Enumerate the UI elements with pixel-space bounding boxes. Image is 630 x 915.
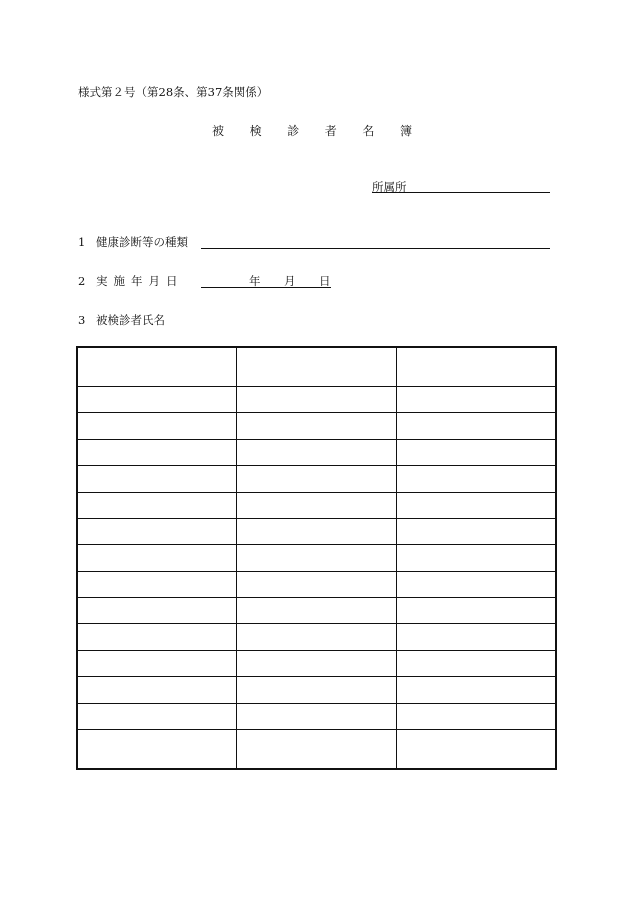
form-number: 様式第２号（第28条、第37条関係） bbox=[78, 85, 269, 99]
table-row bbox=[77, 624, 556, 650]
table-cell[interactable] bbox=[77, 492, 237, 518]
table-cell[interactable] bbox=[77, 650, 237, 676]
item-3-number: 3 bbox=[78, 313, 86, 327]
table-cell[interactable] bbox=[396, 598, 556, 624]
table-cell[interactable] bbox=[77, 545, 237, 571]
table-cell[interactable] bbox=[237, 347, 397, 387]
table-cell[interactable] bbox=[77, 439, 237, 465]
table-cell[interactable] bbox=[396, 545, 556, 571]
table-cell[interactable] bbox=[77, 598, 237, 624]
day-unit: 日 bbox=[319, 274, 331, 288]
table-row bbox=[77, 677, 556, 703]
table-cell[interactable] bbox=[237, 439, 397, 465]
item-2-label bbox=[96, 274, 184, 288]
table-row bbox=[77, 571, 556, 597]
table-cell[interactable] bbox=[237, 650, 397, 676]
item-1-number: 1 bbox=[78, 235, 86, 249]
table-cell[interactable] bbox=[237, 624, 397, 650]
table-cell[interactable] bbox=[396, 492, 556, 518]
title-char: 者 bbox=[324, 124, 337, 138]
item-2-label-char: 月 bbox=[148, 274, 160, 288]
table-row bbox=[77, 598, 556, 624]
table-cell[interactable] bbox=[237, 703, 397, 729]
table-cell[interactable] bbox=[237, 571, 397, 597]
item-3-label: 被検診者氏名 bbox=[96, 313, 165, 327]
examinee-table-body bbox=[77, 347, 556, 769]
table-cell[interactable] bbox=[396, 624, 556, 650]
title-char: 簿 bbox=[399, 124, 412, 138]
item-2-label-char: 実 bbox=[96, 274, 108, 288]
table-cell[interactable] bbox=[396, 650, 556, 676]
page-title bbox=[212, 122, 412, 139]
item-3 bbox=[78, 312, 165, 328]
title-char: 被 bbox=[212, 124, 225, 138]
item-1-label: 健康診断等の種類 bbox=[96, 235, 188, 249]
table-cell[interactable] bbox=[396, 729, 556, 769]
table-row bbox=[77, 518, 556, 544]
table-cell[interactable] bbox=[77, 677, 237, 703]
table-cell[interactable] bbox=[77, 729, 237, 769]
table-cell[interactable] bbox=[237, 598, 397, 624]
date-underline bbox=[201, 287, 331, 288]
table-cell[interactable] bbox=[237, 518, 397, 544]
table-cell[interactable] bbox=[396, 439, 556, 465]
item-2-number: 2 bbox=[78, 274, 86, 288]
table-cell[interactable] bbox=[237, 387, 397, 413]
title-char: 診 bbox=[287, 124, 300, 138]
table-cell[interactable] bbox=[237, 466, 397, 492]
table-cell[interactable] bbox=[77, 571, 237, 597]
table-cell[interactable] bbox=[237, 729, 397, 769]
affiliation-label: 所属所 bbox=[372, 180, 407, 194]
table-cell[interactable] bbox=[77, 387, 237, 413]
table-cell[interactable] bbox=[237, 545, 397, 571]
table-cell[interactable] bbox=[396, 518, 556, 544]
table-cell[interactable] bbox=[396, 387, 556, 413]
table-cell[interactable] bbox=[237, 677, 397, 703]
affiliation-field[interactable] bbox=[372, 179, 550, 193]
table-cell[interactable] bbox=[237, 492, 397, 518]
item-2-label-char: 年 bbox=[131, 274, 143, 288]
table-cell[interactable] bbox=[77, 413, 237, 439]
table-row bbox=[77, 545, 556, 571]
month-unit: 月 bbox=[284, 274, 296, 288]
year-unit: 年 bbox=[249, 274, 261, 288]
item-1 bbox=[78, 234, 188, 250]
table-cell[interactable] bbox=[396, 703, 556, 729]
table-cell[interactable] bbox=[396, 571, 556, 597]
table-cell[interactable] bbox=[77, 347, 237, 387]
item-2-label-char: 施 bbox=[113, 274, 125, 288]
affiliation-underline bbox=[372, 192, 550, 193]
table-cell[interactable] bbox=[77, 466, 237, 492]
table-cell[interactable] bbox=[77, 518, 237, 544]
item-2-label-char: 日 bbox=[166, 274, 178, 288]
table-row bbox=[77, 650, 556, 676]
table-row bbox=[77, 703, 556, 729]
item-1-input-line[interactable] bbox=[201, 248, 550, 249]
item-2 bbox=[78, 273, 184, 289]
table-row bbox=[77, 413, 556, 439]
table-row bbox=[77, 387, 556, 413]
table-cell[interactable] bbox=[396, 466, 556, 492]
table-row bbox=[77, 466, 556, 492]
date-field[interactable] bbox=[201, 273, 331, 288]
table-cell[interactable] bbox=[396, 413, 556, 439]
table-cell[interactable] bbox=[77, 703, 237, 729]
table-cell[interactable] bbox=[396, 347, 556, 387]
examinee-table bbox=[76, 346, 557, 770]
title-char: 検 bbox=[249, 124, 262, 138]
table-row bbox=[77, 439, 556, 465]
table-row bbox=[77, 347, 556, 387]
table-cell[interactable] bbox=[396, 677, 556, 703]
table-cell[interactable] bbox=[237, 413, 397, 439]
table-cell[interactable] bbox=[77, 624, 237, 650]
table-row bbox=[77, 492, 556, 518]
title-char: 名 bbox=[362, 124, 375, 138]
table-row bbox=[77, 729, 556, 769]
